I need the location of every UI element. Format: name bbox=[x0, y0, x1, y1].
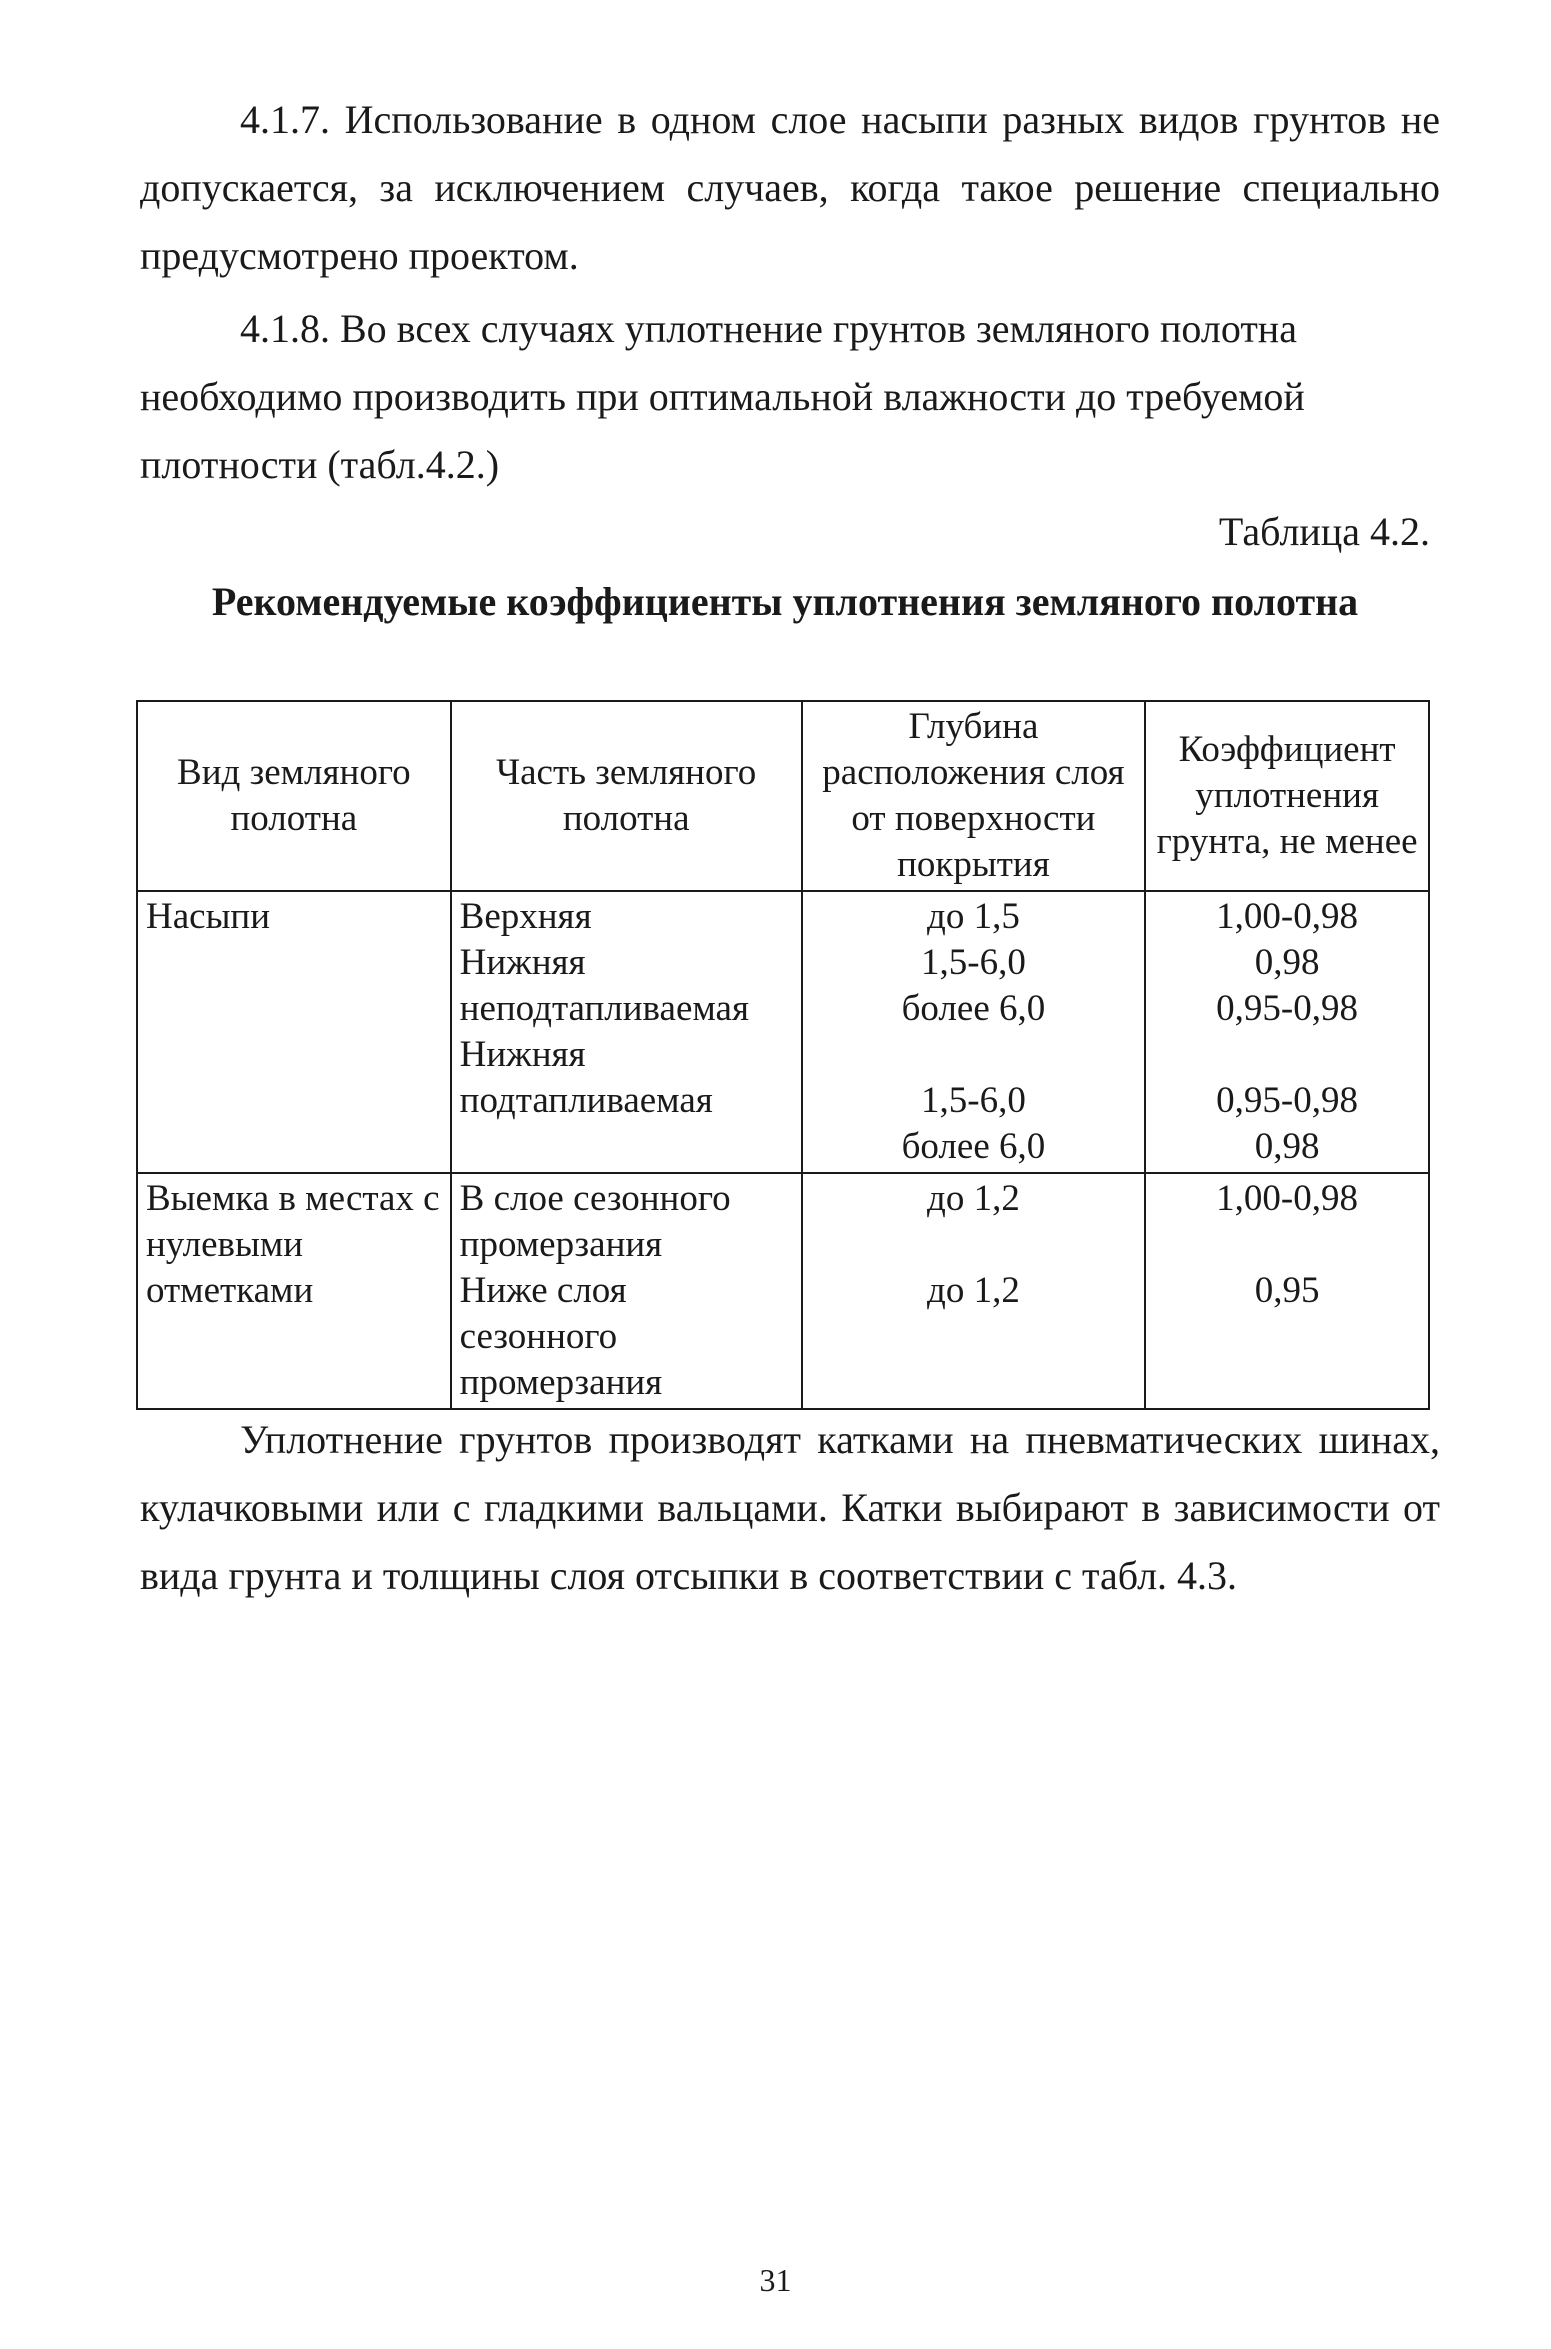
header-depth: Глубина расположения слоя от поверхности покрытия bbox=[802, 701, 1146, 891]
cell-depth: 1,5-6,0 bbox=[921, 1080, 1026, 1121]
cell-part: Ниже слоя сезонного промерзания bbox=[459, 1270, 663, 1403]
cell-coef: 0,95-0,98 bbox=[1216, 1080, 1358, 1121]
cell-part: подтапливаемая bbox=[459, 1080, 713, 1121]
row-cut-type: Выемка в местах с нулевыми отметками bbox=[137, 1173, 451, 1409]
cell-depth: до 1,2 bbox=[927, 1178, 1020, 1219]
cell-depth: более 6,0 bbox=[901, 1126, 1046, 1167]
cell-spacer bbox=[1154, 1032, 1420, 1078]
cell-part: неподтапливаемая bbox=[459, 988, 749, 1029]
cell-depth: более 6,0 bbox=[901, 988, 1046, 1029]
row-cut-parts bbox=[451, 1173, 802, 1409]
table-row bbox=[137, 1173, 1429, 1409]
header-part: Часть земляного полотна bbox=[451, 701, 802, 891]
cell-part: Нижняя bbox=[459, 1034, 586, 1075]
compaction-table bbox=[136, 700, 1430, 1410]
cell-coef: 0,98 bbox=[1254, 1126, 1320, 1167]
cell-depth: 1,5-6,0 bbox=[921, 942, 1026, 983]
cell-depth: до 1,2 bbox=[927, 1270, 1020, 1311]
header-coefficient: Коэффициент уплотнения грунта, не менее bbox=[1145, 701, 1429, 891]
paragraph-4-1-8: 4.1.8. Во всех случаях уплотнение грунтов земляного полотна необходимо производить при оптимальной влажности до требуемой плотности (табл.4.2.) bbox=[140, 306, 1305, 487]
cell-coef: 0,95 bbox=[1254, 1270, 1320, 1311]
page-number: 31 bbox=[759, 2262, 792, 2298]
cell-spacer bbox=[811, 1222, 1137, 1268]
cell-spacer bbox=[811, 1032, 1137, 1078]
row-embankment-depths bbox=[802, 891, 1146, 1173]
cell-part: Верхняя bbox=[459, 896, 592, 937]
cell-part: Нижняя bbox=[459, 942, 586, 983]
table-header-row bbox=[137, 701, 1429, 891]
paragraph-compaction-rollers: Уплотнение грунтов производят катками на пневматических шинах, кулачковыми или с гладкими вальцами. Катки выбирают в зависимости от вида грунта и толщины слоя отсыпки в соответствии с табл. 4.3. bbox=[140, 1417, 1440, 1598]
row-embankment-type: Насыпи bbox=[137, 891, 451, 1173]
cell-coef: 1,00-0,98 bbox=[1216, 896, 1358, 937]
cell-coef: 0,95-0,98 bbox=[1216, 988, 1358, 1029]
row-embankment-coefs bbox=[1145, 891, 1429, 1173]
paragraph-4-1-7: 4.1.7. Использование в одном слое насыпи разных видов грунтов не допускается, за исключением случаев, когда такое решение специально предусмотрено проектом. bbox=[140, 97, 1440, 278]
cell-spacer bbox=[1154, 1222, 1420, 1268]
table-title: Рекомендуемые коэффициенты уплотнения земляного полотна bbox=[211, 579, 1359, 624]
table-row bbox=[137, 891, 1429, 1173]
cell-coef: 1,00-0,98 bbox=[1216, 1178, 1358, 1219]
cell-depth: до 1,5 bbox=[927, 896, 1020, 937]
row-cut-depths bbox=[802, 1173, 1146, 1409]
row-cut-coefs bbox=[1145, 1173, 1429, 1409]
header-type: Вид земляного полотна bbox=[137, 701, 451, 891]
cell-coef: 0,98 bbox=[1254, 942, 1320, 983]
table-caption: Таблица 4.2. bbox=[1218, 509, 1430, 554]
row-embankment-parts bbox=[451, 891, 802, 1173]
cell-part: В слое сезонного промерзания bbox=[459, 1178, 731, 1265]
